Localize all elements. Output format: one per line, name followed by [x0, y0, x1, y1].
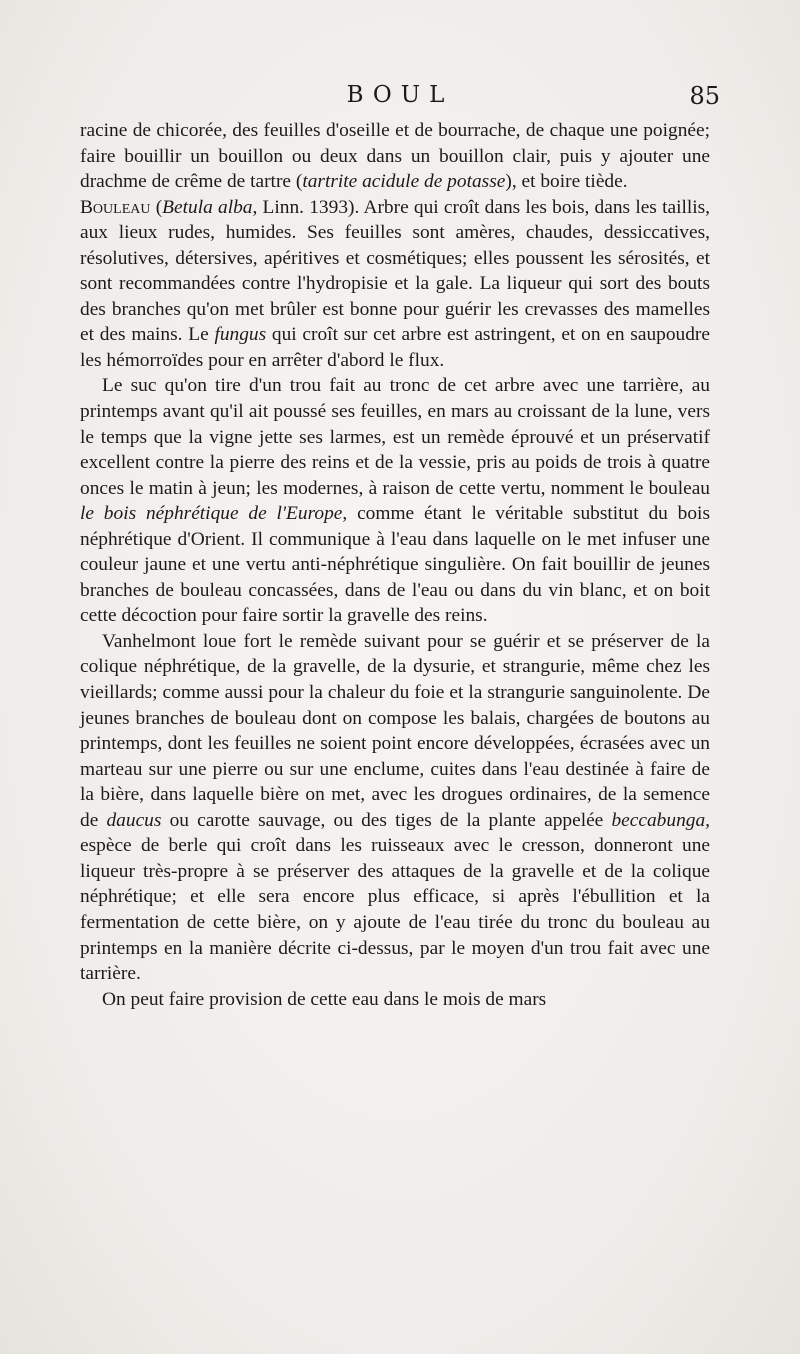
italic-term: Betula alba: [162, 196, 253, 218]
text-run: On peut faire provision de cette eau dans le mois de mars: [102, 988, 547, 1010]
paragraph-provision: [80, 987, 710, 1013]
paragraph-suc-bouleau: [80, 373, 710, 628]
italic-term: le bois néphrétique de l'Europe: [80, 503, 343, 525]
body-text: [80, 118, 710, 1012]
italic-term: beccabunga,: [611, 809, 711, 831]
page-number: 85: [689, 82, 720, 110]
running-title: BOUL: [346, 82, 454, 108]
text-run: (: [150, 196, 163, 218]
paragraph-bouleau-entry: [80, 195, 710, 374]
text-run: racine de chicorée, des feuilles d'oseille et de bourrache, de chaque une poignée; faire bouillir un bouillon ou deux dans un bouillon clair, puis y ajouter une drachme de crême de tartre (: [80, 120, 710, 193]
text-run: , Linn. 1393). Arbre qui croît dans les bois, dans les taillis, aux lieux rudes, humides. Ses feuilles sont amères, chaudes, dessiccatives, résolutives, détersives, apéritives et cosmétiques; elles poussent les sérosités, et sont recommandées contre l'hydropisie et la gale. La liqueur qui sort des bouts des branches qu'on met brûler est bonne pour guérir les crevasses des mamelles et des mains. Le: [80, 196, 711, 346]
text-run: ou carotte sauvage, ou des tiges de la plante appelée: [161, 809, 612, 831]
text-run: ), et boire tiède.: [505, 171, 628, 193]
text-run: Vanhelmont loue fort le remède suivant pour se guérir et se préserver de la colique néphrétique, de la gravelle, de la dysurie, et strangurie, même chez les vieillards; comme aussi pour la chaleur du foie et la strangurie sanguinolente. De jeunes branches de bouleau dont on compose les balais, chargées de boutons au printemps, dont les feuilles ne soient point encore développées, écrasées avec un marteau sur une pierre ou sur une enclume, cuites dans l'eau destinée à faire de la bière, dans laquelle bière on met, avec les drogues ordinaires, de la semence de: [80, 630, 710, 831]
entry-headword: Bouleau: [80, 196, 151, 218]
text-run: Le suc qu'on tire d'un trou fait au tronc de cet arbre avec une tarrière, au printemps avant qu'il ait poussé ses feuilles, en mars au croissant de la lune, vers le temps que la vigne jette ses larmes, est un remède éprouvé et un préservatif excellent contre la pierre des reins et de la vessie, pris au poids de trois à quatre onces le matin à jeun; les modernes, à raison de cette vertu, nomment le bouleau: [80, 375, 710, 499]
page-header: [80, 82, 720, 116]
text-run: qui croît sur cet arbre est astringent, et on en saupoudre les hémorroïdes pour en arrêter d'abord le flux.: [80, 324, 710, 371]
italic-term: tartrite acidule de potasse: [302, 171, 506, 193]
text-run: espèce de berle qui croît dans les ruisseaux avec le cresson, donneront une liqueur très-propre à se préserver des attaques de la gravelle et de la colique néphrétique; et elle sera encore plus efficace, si après l'ébullition et la fermentation de cette bière, on y ajoute de l'eau tirée du tronc du bouleau au printemps en la manière décrite ci-dessus, par le moyen d'un trou fait avec une tarrière.: [80, 835, 710, 985]
italic-term: fungus: [214, 324, 267, 346]
italic-term: daucus: [106, 809, 162, 831]
text-run: , comme étant le véritable substitut du bois néphrétique d'Orient. Il communique à l'eau dans laquelle on le met infuser une couleur jaune et une vertu anti-néphrétique singulière. On fait bouillir de jeunes branches de bouleau concassées, dans de l'eau ou dans du vin blanc, et on boit cette décoction pour faire sortir la gravelle des reins.: [80, 503, 710, 627]
paragraph-vanhelmont: [80, 629, 710, 987]
paragraph-chicoree-continuation: [80, 118, 710, 195]
